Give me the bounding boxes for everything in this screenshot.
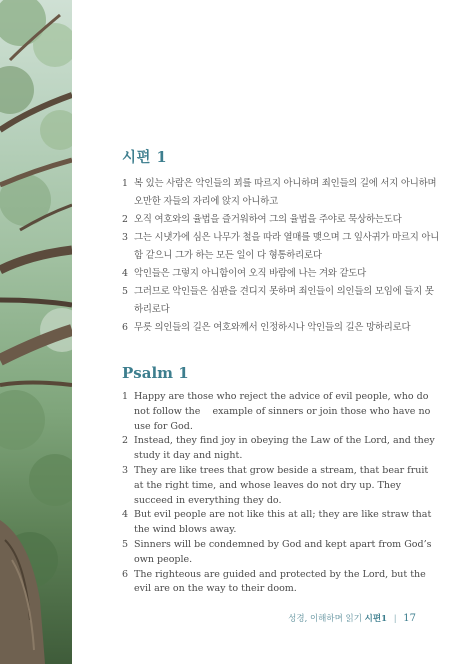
korean-verse — [110, 175, 440, 211]
english-verse-list — [110, 390, 440, 597]
verse-text: But evil people are not like this at all; they are like straw that the wind blows away. — [134, 509, 432, 536]
korean-title: 시편 1 — [122, 149, 168, 166]
korean-verse — [110, 265, 440, 283]
verse-number: 6 — [122, 568, 129, 580]
verse-text: 복 있는 사람은 악인들의 꾀를 따르지 아니하며 죄인들의 길에 서지 아니하며 오만한 자들의 자리에 앉지 아니하고 — [134, 178, 437, 207]
verse-text: 그러므로 악인들은 심판을 견디지 못하며 죄인들이 의인들의 모임에 들지 못하리로다 — [134, 286, 434, 315]
korean-verse — [110, 319, 440, 337]
korean-verse — [110, 211, 440, 229]
tree-photo — [0, 0, 72, 664]
verse-number: 2 — [122, 214, 128, 225]
verse-number: 5 — [122, 286, 128, 297]
verse-text: They are like trees that grow beside a stream, that bear fruit at the right time, and whose leaves do not dry up. They succeed in everything they do. — [134, 464, 429, 506]
verse-text: 악인들은 그렇지 아니함이여 오직 바람에 나는 겨와 같도다 — [134, 268, 367, 279]
english-verse — [110, 464, 440, 508]
korean-verse — [110, 229, 440, 265]
verse-number: 1 — [122, 391, 129, 402]
verse-number: 3 — [122, 464, 129, 476]
verse-number: 4 — [122, 268, 128, 279]
korean-verse — [110, 283, 440, 319]
english-verse — [110, 568, 440, 598]
english-verse — [110, 434, 440, 464]
verse-text: 오직 여호와의 율법을 즐거워하여 그의 율법을 주야로 묵상하는도다 — [134, 214, 402, 225]
verse-number: 3 — [122, 232, 128, 243]
english-psalm-section — [110, 364, 440, 597]
verse-text: 무릇 의인들의 길은 여호와께서 인정하시나 악인들의 길은 망하리로다 — [134, 322, 411, 333]
verse-number: 4 — [122, 509, 129, 521]
english-verse — [110, 390, 440, 434]
english-verse — [110, 508, 440, 538]
korean-psalm-section — [110, 146, 440, 337]
footer-book-title: 성경, 이해하며 읽기 — [288, 614, 362, 624]
footer-chapter: 시편1 — [364, 614, 387, 624]
verse-text: Happy are those who reject the advice of evil people, who do not follow the example of sinners or join those who have no use for God. — [134, 391, 434, 432]
footer-separator: | — [393, 614, 397, 624]
verse-number: 1 — [122, 178, 128, 189]
page-footer — [288, 612, 416, 624]
verse-number: 2 — [122, 435, 129, 447]
english-title: Psalm 1 — [122, 364, 189, 382]
verse-text: Instead, they find joy in obeying the Law of the Lord, and they study it day and night. — [134, 435, 435, 462]
english-verse — [110, 538, 440, 568]
verse-number: 5 — [122, 538, 129, 550]
tree-branches-image — [0, 0, 72, 664]
verse-text: 그는 시냇가에 심은 나무가 철을 따라 열매를 맺으며 그 잎사귀가 마르지 아니함 같으니 그가 하는 모든 일이 다 형통하리로다 — [134, 232, 440, 261]
verse-text: Sinners will be condemned by God and kept apart from God’s own people. — [134, 538, 432, 565]
korean-verse-list — [110, 175, 440, 337]
verse-text: The righteous are guided and protected by the Lord, but the evil are on the way to their doom. — [134, 568, 426, 595]
page-number: 17 — [403, 613, 416, 624]
verse-number: 6 — [122, 322, 128, 333]
